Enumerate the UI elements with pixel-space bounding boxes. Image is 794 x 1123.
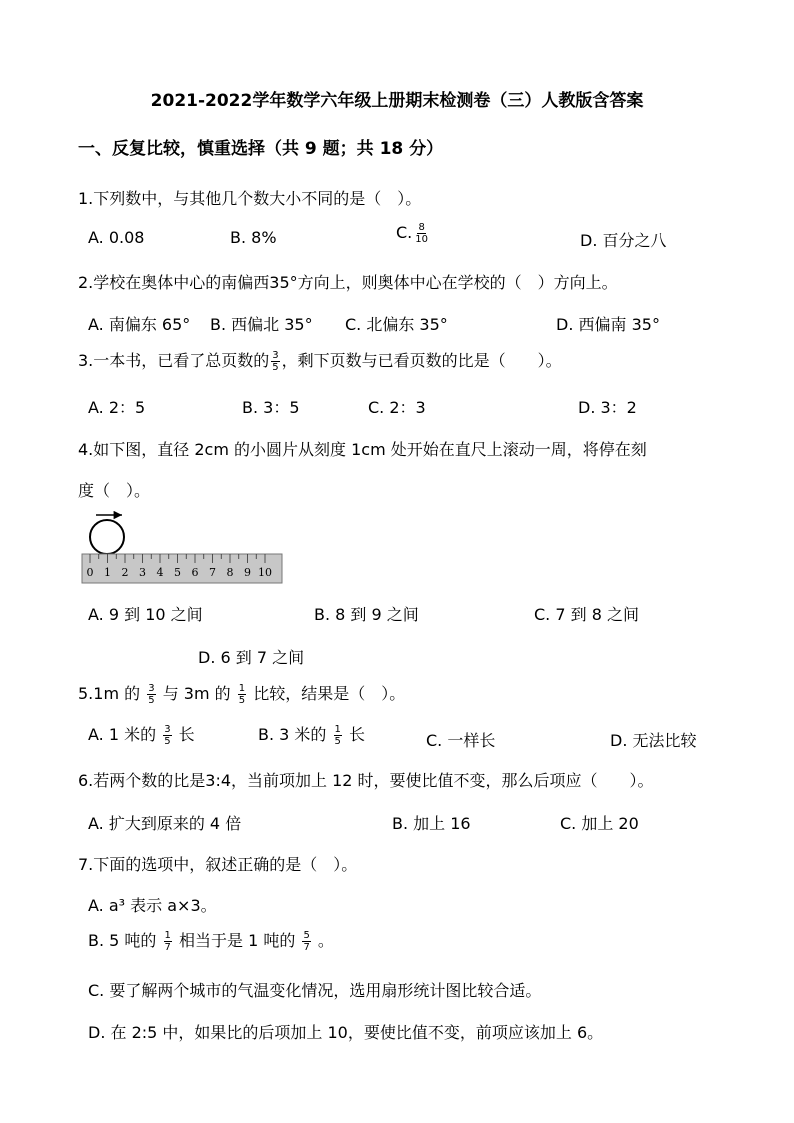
circle-disc [90, 520, 124, 554]
q5-option-d: D. 无法比较 [610, 731, 697, 750]
question-3: 3.一本书，已看了总页数的 $\frac{3}{5}$ ，剩下页数与已看页数的比是（ ）。 [78, 350, 562, 373]
question-6: 6.若两个数的比是3:4，当前项加上 12 时，要使比值不变，那么后项应（ ）。 [78, 771, 654, 790]
q7-option-c: C. 要了解两个城市的气温变化情况，选用扇形统计图比较合适。 [88, 981, 542, 1000]
ruler-tick-label: 7 [209, 566, 216, 579]
q1-option-d: D. 百分之八 [580, 231, 667, 250]
q1-option-a: A. 0.08 [88, 228, 145, 247]
q4-option-b: B. 8 到 9 之间 [314, 605, 419, 624]
q6-option-a: A. 扩大到原来的 4 倍 [88, 814, 242, 833]
fraction: $\frac{1}{5}$ [334, 724, 341, 747]
q1-option-b: B. 8% [230, 228, 277, 247]
q7-option-d: D. 在 2:5 中，如果比的后项加上 10，要使比值不变，前项应该加上 6。 [88, 1023, 604, 1042]
ruler-tick-label: 9 [244, 566, 251, 579]
ruler-body [82, 554, 282, 583]
q7-option-b: B. 5 吨的 $\frac{1}{7}$ 相当于是 1 吨的 $\frac{5}{7}$ 。 [88, 930, 334, 953]
question-5: 5.1m 的 $\frac{3}{5}$ 与 3m 的 $\frac{1}{5}$ 比较，结果是（ ）。 [78, 683, 406, 706]
fraction: $\frac{3}{5}$ [148, 683, 155, 706]
ruler-tick-label: 3 [139, 566, 146, 579]
q3-option-c: C. 2：3 [368, 398, 426, 417]
q2-option-d: D. 西偏南 35° [556, 315, 660, 334]
fraction: $\frac{1}{5}$ [238, 683, 246, 706]
fraction: $\frac{5}{7}$ [303, 930, 310, 953]
q3-option-d: D. 3：2 [578, 398, 637, 417]
question-2: 2.学校在奥体中心的南偏西35°方向上，则奥体中心在学校的（ ）方向上。 [78, 273, 618, 292]
fraction: $\frac{1}{7}$ [164, 930, 171, 953]
question-1: 1.下列数中，与其他几个数大小不同的是（ ）。 [78, 189, 422, 208]
ruler-tick-label: 10 [258, 566, 272, 579]
ruler-tick-label: 6 [191, 566, 199, 579]
fraction: $\frac{3}{5}$ [272, 350, 279, 373]
q2-option-a: A. 南偏东 65° [88, 315, 191, 334]
section-heading: 一、反复比较，慎重选择（共 9 题；共 18 分） [78, 139, 444, 159]
ruler-tick-label: 4 [156, 566, 164, 579]
fraction: $\frac{3}{5}$ [164, 724, 171, 747]
question-4-line-2: 度（ ）。 [78, 481, 151, 500]
q2-option-b: B. 西偏北 35° [210, 315, 313, 334]
q4-option-a: A. 9 到 10 之间 [88, 605, 203, 624]
q4-option-d: D. 6 到 7 之间 [198, 648, 305, 667]
q5-option-a: A. 1 米的 $\frac{3}{5}$ 长 [88, 724, 195, 747]
ruler-tick-label: 2 [121, 566, 129, 579]
fraction: $\frac{8}{10}$ [415, 222, 428, 245]
q2-option-c: C. 北偏东 35° [345, 315, 448, 334]
ruler-tick-label: 0 [86, 566, 94, 579]
question-7: 7.下面的选项中，叙述正确的是（ ）。 [78, 855, 358, 874]
q4-option-c: C. 7 到 8 之间 [534, 605, 639, 624]
ruler-figure [80, 505, 284, 587]
q3-option-b: B. 3：5 [242, 398, 300, 417]
q1-option-c: C. $\frac{8}{10}$ [396, 222, 428, 245]
ruler-tick-label: 8 [226, 566, 234, 579]
q3-option-a: A. 2：5 [88, 398, 146, 417]
question-4-line-1: 4.如下图，直径 2cm 的小圆片从刻度 1cm 处开始在直尺上滚动一周，将停在刻 [78, 440, 647, 459]
ruler-tick-label: 5 [174, 566, 181, 579]
page-title: 2021-2022学年数学六年级上册期末检测卷（三）人教版含答案 [150, 91, 644, 111]
q7-option-a: A. a³ 表示 a×3。 [88, 896, 217, 915]
q5-option-b: B. 3 米的 $\frac{1}{5}$ 长 [258, 724, 365, 747]
q5-option-c: C. 一样长 [426, 731, 496, 750]
q6-option-c: C. 加上 20 [560, 814, 639, 833]
q6-option-b: B. 加上 16 [392, 814, 471, 833]
ruler-tick-label: 1 [104, 566, 111, 579]
